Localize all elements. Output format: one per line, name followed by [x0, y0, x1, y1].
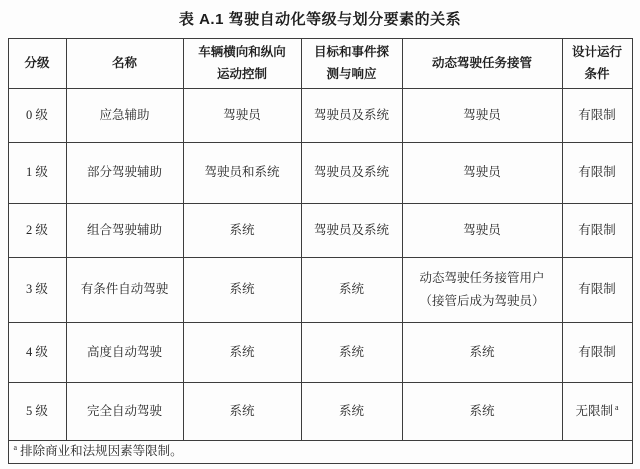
table-row-level-4	[8, 323, 632, 383]
table-cell: 组合驾驶辅助	[66, 204, 183, 258]
table-cell: 系统	[301, 323, 402, 383]
table-cell: 完全自动驾驶	[66, 383, 183, 441]
table-cell: 部分驾驶辅助	[66, 143, 183, 204]
table-cell: 动态驾驶任务接管用户（接管后成为驾驶员）	[402, 258, 562, 323]
footnote-marker: a	[614, 402, 619, 412]
table-cell: 有限制	[562, 258, 632, 323]
table-cell: 5 级	[8, 383, 66, 441]
header-row	[8, 39, 632, 89]
header-cell-odd: 设计运行条件	[562, 39, 632, 89]
table-cell: 有条件自动驾驶	[66, 258, 183, 323]
table-cell: 有限制	[562, 204, 632, 258]
table-cell: 驾驶员和系统	[183, 143, 301, 204]
footnote-cell	[8, 441, 632, 464]
table-cell: 驾驶员及系统	[301, 143, 402, 204]
table-cell: 驾驶员及系统	[301, 204, 402, 258]
table-cell: 4 级	[8, 323, 66, 383]
table-cell: 系统	[183, 323, 301, 383]
header-cell-motion-control: 车辆横向和纵向运动控制	[183, 39, 301, 89]
header-cell-takeover: 动态驾驶任务接管	[402, 39, 562, 89]
cell-text: 无限制	[575, 403, 613, 418]
table-cell: 有限制	[562, 89, 632, 143]
table-cell: 驾驶员	[402, 204, 562, 258]
table-cell: 驾驶员及系统	[301, 89, 402, 143]
footnote-text: 排除商业和法规因素等限制。	[20, 444, 183, 459]
header-cell-level: 分级	[8, 39, 66, 89]
footnote-row	[8, 441, 632, 464]
table-cell: 有限制	[562, 323, 632, 383]
table-cell: 系统	[183, 383, 301, 441]
table-cell: 系统	[183, 204, 301, 258]
table-cell: 驾驶员	[402, 143, 562, 204]
table-cell: 系统	[183, 258, 301, 323]
table-cell: 3 级	[8, 258, 66, 323]
table-row-level-1	[8, 143, 632, 204]
table-cell: 系统	[301, 383, 402, 441]
table-cell: 系统	[402, 323, 562, 383]
table-cell: 驾驶员	[183, 89, 301, 143]
table-row-level-0	[8, 89, 632, 143]
table-cell: 系统	[402, 383, 562, 441]
footnote-marker: a	[13, 443, 18, 453]
table-row-level-3	[8, 258, 632, 323]
table-cell: 0 级	[8, 89, 66, 143]
driving-automation-levels-table	[8, 38, 633, 464]
table-cell: 有限制	[562, 143, 632, 204]
table-row-level-5	[8, 383, 632, 441]
table-cell: 驾驶员	[402, 89, 562, 143]
table-cell-unrestricted	[562, 383, 632, 441]
table-cell: 系统	[301, 258, 402, 323]
table-cell: 应急辅助	[66, 89, 183, 143]
table-cell: 高度自动驾驶	[66, 323, 183, 383]
header-cell-detection-response: 目标和事件探测与响应	[301, 39, 402, 89]
table-row-level-2	[8, 204, 632, 258]
header-cell-name: 名称	[66, 39, 183, 89]
table-title: 表 A.1 驾驶自动化等级与划分要素的关系	[178, 11, 462, 28]
table-cell: 2 级	[8, 204, 66, 258]
table-cell: 1 级	[8, 143, 66, 204]
